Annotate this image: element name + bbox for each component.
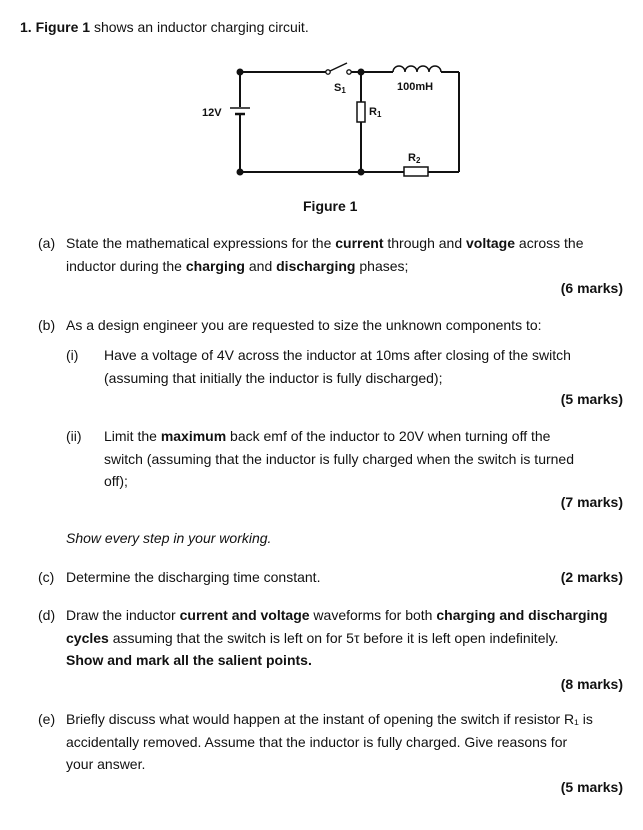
part-b-i-line1: Have a voltage of 4V across the inductor at 10ms after closing of the switch [104, 347, 571, 363]
part-a-marks: (6 marks) [560, 280, 623, 296]
part-b-i-line2: (assuming that initially the inductor is fully discharged); [104, 370, 443, 386]
part-b-ii-line2: switch (assuming that the inductor is fully charged when the switch is turned [104, 451, 575, 467]
part-b-i-marks: (5 marks) [560, 391, 623, 407]
switch-label: S1 [334, 82, 346, 95]
part-c-text: Determine the discharging time constant. [66, 569, 321, 585]
part-b-i-number: (i) [66, 347, 79, 363]
part-d-letter: (d) [38, 607, 56, 623]
inductor-symbol [393, 66, 441, 72]
r2-label: R2 [408, 152, 421, 165]
junction-top-left [237, 69, 244, 76]
part-b-letter: (b) [38, 317, 56, 333]
part-a-letter: (a) [38, 235, 56, 251]
resistor-r2 [404, 167, 428, 176]
resistor-r1 [357, 102, 365, 122]
part-e-line2: accidentally removed. Assume that the inductor is fully charged. Give reasons for [66, 734, 568, 750]
junction-bottom-left [237, 169, 244, 176]
part-d-line2: cycles assuming that the switch is left on for 5τ before it is left open indefinitely. [66, 630, 559, 646]
part-b-ii-line3: off); [104, 473, 128, 489]
inductor-label: 100mH [397, 81, 434, 93]
part-c-letter: (c) [38, 569, 55, 585]
question-intro: shows an inductor charging circuit. [93, 19, 309, 35]
source-label: 12V [202, 107, 222, 119]
figure-reference: Figure 1 [35, 19, 91, 35]
r1-label: R1 [369, 106, 382, 119]
part-b-ii-marks: (7 marks) [560, 494, 623, 510]
junction-top-middle [358, 69, 365, 76]
part-d-line1: Draw the inductor current and voltage waveforms for both charging and discharging [66, 607, 608, 623]
junction-bottom-middle [358, 169, 365, 176]
part-e-line3: your answer. [66, 756, 146, 772]
working-instruction: Show every step in your working. [66, 530, 272, 546]
part-e-marks: (5 marks) [560, 779, 623, 795]
part-b-ii-line1: Limit the maximum back emf of the inductor to 20V when turning off the [104, 428, 551, 444]
part-c-marks: (2 marks) [560, 569, 623, 585]
part-e-line1: Briefly discuss what would happen at the instant of opening the switch if resistor R₁ is [66, 711, 593, 727]
part-b-ii-number: (ii) [66, 428, 82, 444]
part-d-marks: (8 marks) [560, 676, 623, 692]
circuit-diagram [0, 0, 643, 230]
part-a-line1: State the mathematical expressions for the current through and voltage across the [66, 235, 584, 251]
switch-terminal-left [326, 70, 330, 74]
switch-blade [330, 63, 347, 71]
question-number: 1. [20, 19, 32, 35]
part-d-line3: Show and mark all the salient points. [66, 652, 312, 668]
part-a-line2: inductor during the charging and discharging phases; [66, 258, 409, 274]
figure-caption: Figure 1 [303, 198, 358, 214]
part-b-intro: As a design engineer you are requested to size the unknown components to: [66, 317, 542, 333]
switch-terminal-right [347, 70, 351, 74]
part-e-letter: (e) [38, 711, 56, 727]
